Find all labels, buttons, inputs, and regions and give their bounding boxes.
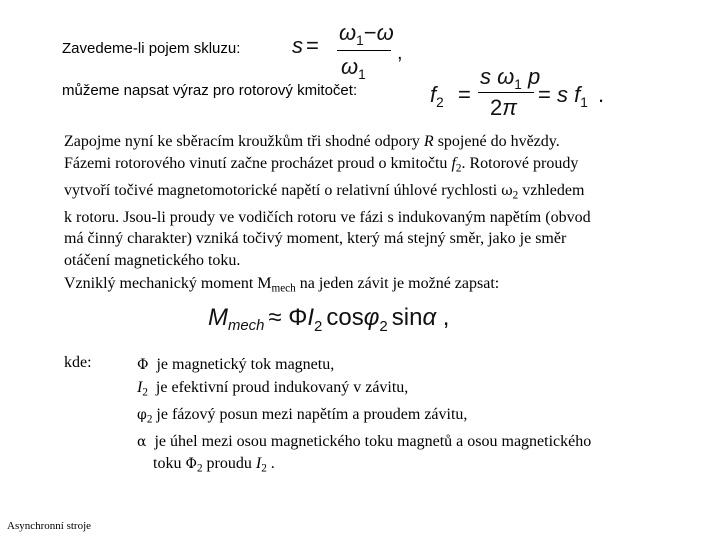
paragraph-rotor-currents: [64, 131, 591, 271]
definition-phi2: $\varphi_2$ je fázový posun mezi napětím a proudem závitu,: [137, 405, 468, 425]
definition-i2: $I_2$ je efektivní proud indukovaný v závitu,: [137, 378, 409, 398]
paragraph-moment-intro: Vzniklý mechanický moment $M_{mech}$ na jeden závit je možné zapsat:: [64, 275, 500, 295]
slip-lhs: s: [292, 33, 303, 58]
definitions-list: [137, 354, 591, 480]
paragraph1-line-3: vytvoří točivé magnetomotorické napětí o relativní úhlové rychlosti $\omega_2$ vzhledem: [64, 181, 585, 201]
definition-alpha: α je úhel mezi osou magnetického toku magnetů a osou magnetického: [137, 432, 592, 450]
footer-label: Asynchronní stroje: [7, 520, 92, 532]
freq-eq: =: [458, 82, 471, 107]
moment-formula: $M_{mech} \approx \Phi I2$ cosφ2 sinα ,: [208, 304, 450, 335]
freq-intro-text: můžeme napsat výraz pro rotorový kmitočet:: [62, 82, 358, 99]
slip-intro-text: Zavedeme-li pojem skluzu:: [62, 40, 241, 57]
slip-denominator: $\omega_1$: [341, 54, 366, 82]
freq-lhs: $f_2$: [430, 82, 444, 110]
freq-trail: .: [598, 82, 605, 107]
definition-continuation: toku $\Phi_2$ proudu $I_2$ .: [137, 455, 275, 475]
freq-denominator: 2π: [490, 95, 517, 120]
slip-numerator: $\omega_1-\omega$: [339, 20, 394, 48]
paragraph1-line-2: Fázemi rotorového vinutí začne procházet proud o kmitočtu $f_2$. Rotorové proudy: [64, 154, 579, 174]
slip-fraction-bar: [337, 50, 391, 51]
paragraph1-line-4: k rotoru. Jsou-li proudy ve vodičích rotoru ve fázi s indukovaným napětím (obvod: [64, 208, 591, 226]
freq-fraction-bar: [478, 92, 534, 93]
paragraph1-line-6: otáčení magnetického toku.: [64, 251, 241, 269]
definition-phi: Φ je magnetický tok magnetu,: [137, 356, 335, 373]
slip-trail: ,: [397, 42, 403, 64]
slip-eq: =: [306, 33, 319, 58]
where-label: kde:: [64, 354, 92, 371]
paragraph1-line-1: Zapojme nyní ke sběracím kroužkům tři shodné odpory R spojené do hvězdy.: [64, 133, 560, 150]
freq-rhs: = s $f_1$: [538, 82, 588, 110]
freq-numerator: s $\omega_1$ p: [480, 64, 541, 92]
paragraph1-line-5: má činný charakter) vzniká točivý moment, který má stejný směr, jako je směr: [64, 230, 567, 248]
